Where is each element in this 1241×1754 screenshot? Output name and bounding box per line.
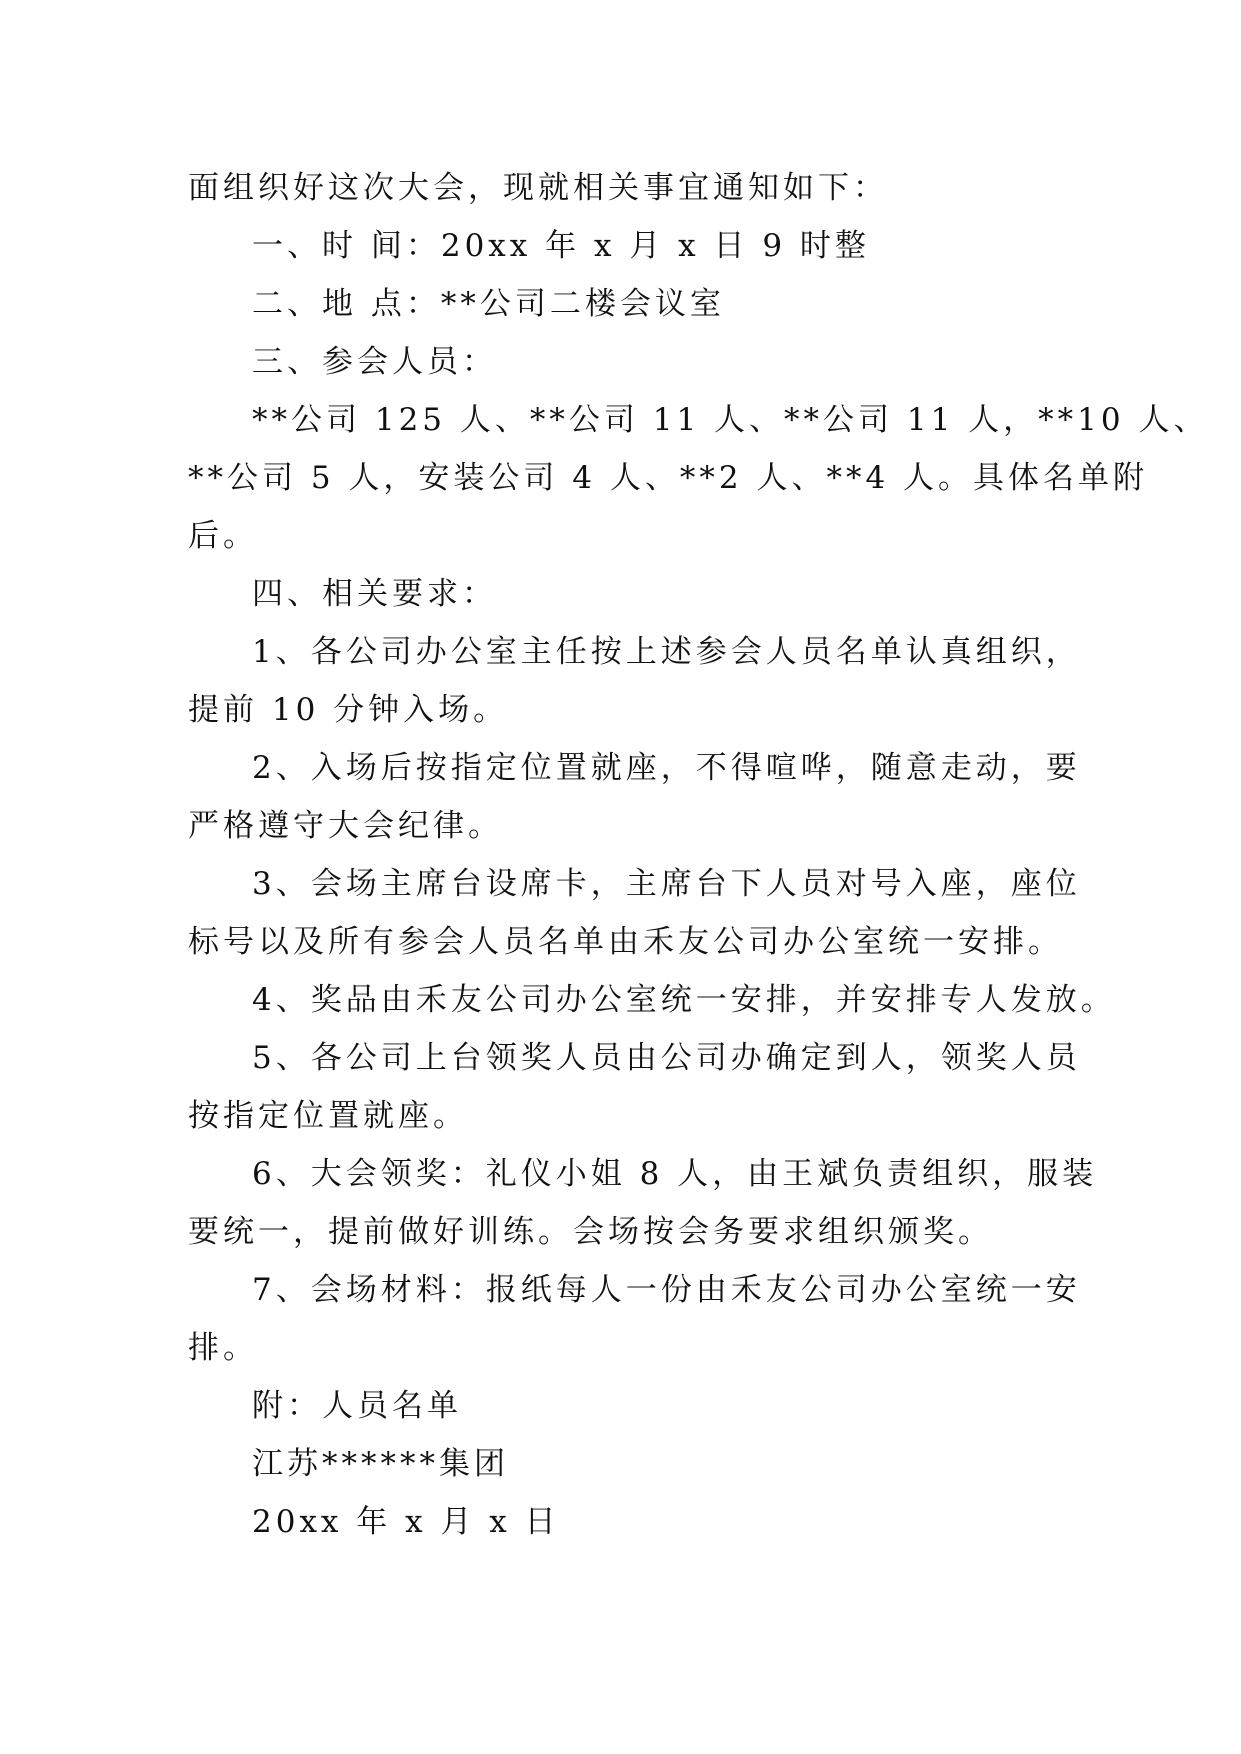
attachment-line: 附：人员名单 <box>252 1388 462 1424</box>
text-line: 三、参会人员： <box>252 344 497 380</box>
text-line: 后。 <box>188 518 258 554</box>
text-line: **公司 5 人，安装公司 4 人、**2 人、**4 人。具体名单附 <box>188 460 1149 496</box>
text-line: 6、大会领奖：礼仪小姐 8 人，由王斌负责组织，服装 <box>252 1156 1098 1192</box>
organization-name: 江苏******集团 <box>252 1446 509 1482</box>
text-line: 按指定位置就座。 <box>188 1098 468 1134</box>
text-line: **公司 125 人、**公司 11 人、**公司 11 人，**10 人、 <box>252 402 1209 438</box>
text-line: 四、相关要求： <box>252 576 497 612</box>
text-line: 2、入场后按指定位置就座，不得喧哗，随意走动，要 <box>252 750 1081 786</box>
text-line: 1、各公司办公室主任按上述参会人员名单认真组织， <box>252 634 1081 670</box>
document-date: 20xx 年 x 月 x 日 <box>252 1504 560 1540</box>
text-line: 提前 10 分钟入场。 <box>188 692 509 728</box>
text-line: 标号以及所有参会人员名单由禾友公司办公室统一安排。 <box>188 924 1063 960</box>
text-line: 7、会场材料：报纸每人一份由禾友公司办公室统一安 <box>252 1272 1081 1308</box>
text-line: 严格遵守大会纪律。 <box>188 808 503 844</box>
text-line: 面组织好这次大会，现就相关事宜通知如下： <box>188 170 888 206</box>
text-line: 5、各公司上台领奖人员由公司办确定到人，领奖人员 <box>252 1040 1081 1076</box>
text-line: 4、奖品由禾友公司办公室统一安排，并安排专人发放。 <box>252 982 1116 1018</box>
text-line: 3、会场主席台设席卡，主席台下人员对号入座，座位 <box>252 866 1081 902</box>
text-line: 排。 <box>188 1330 258 1366</box>
text-line: 二、地 点：**公司二楼会议室 <box>252 286 725 322</box>
text-line: 一、时 间：20xx 年 x 月 x 日 9 时整 <box>252 228 870 264</box>
text-line: 要统一，提前做好训练。会场按会务要求组织颁奖。 <box>188 1214 993 1250</box>
